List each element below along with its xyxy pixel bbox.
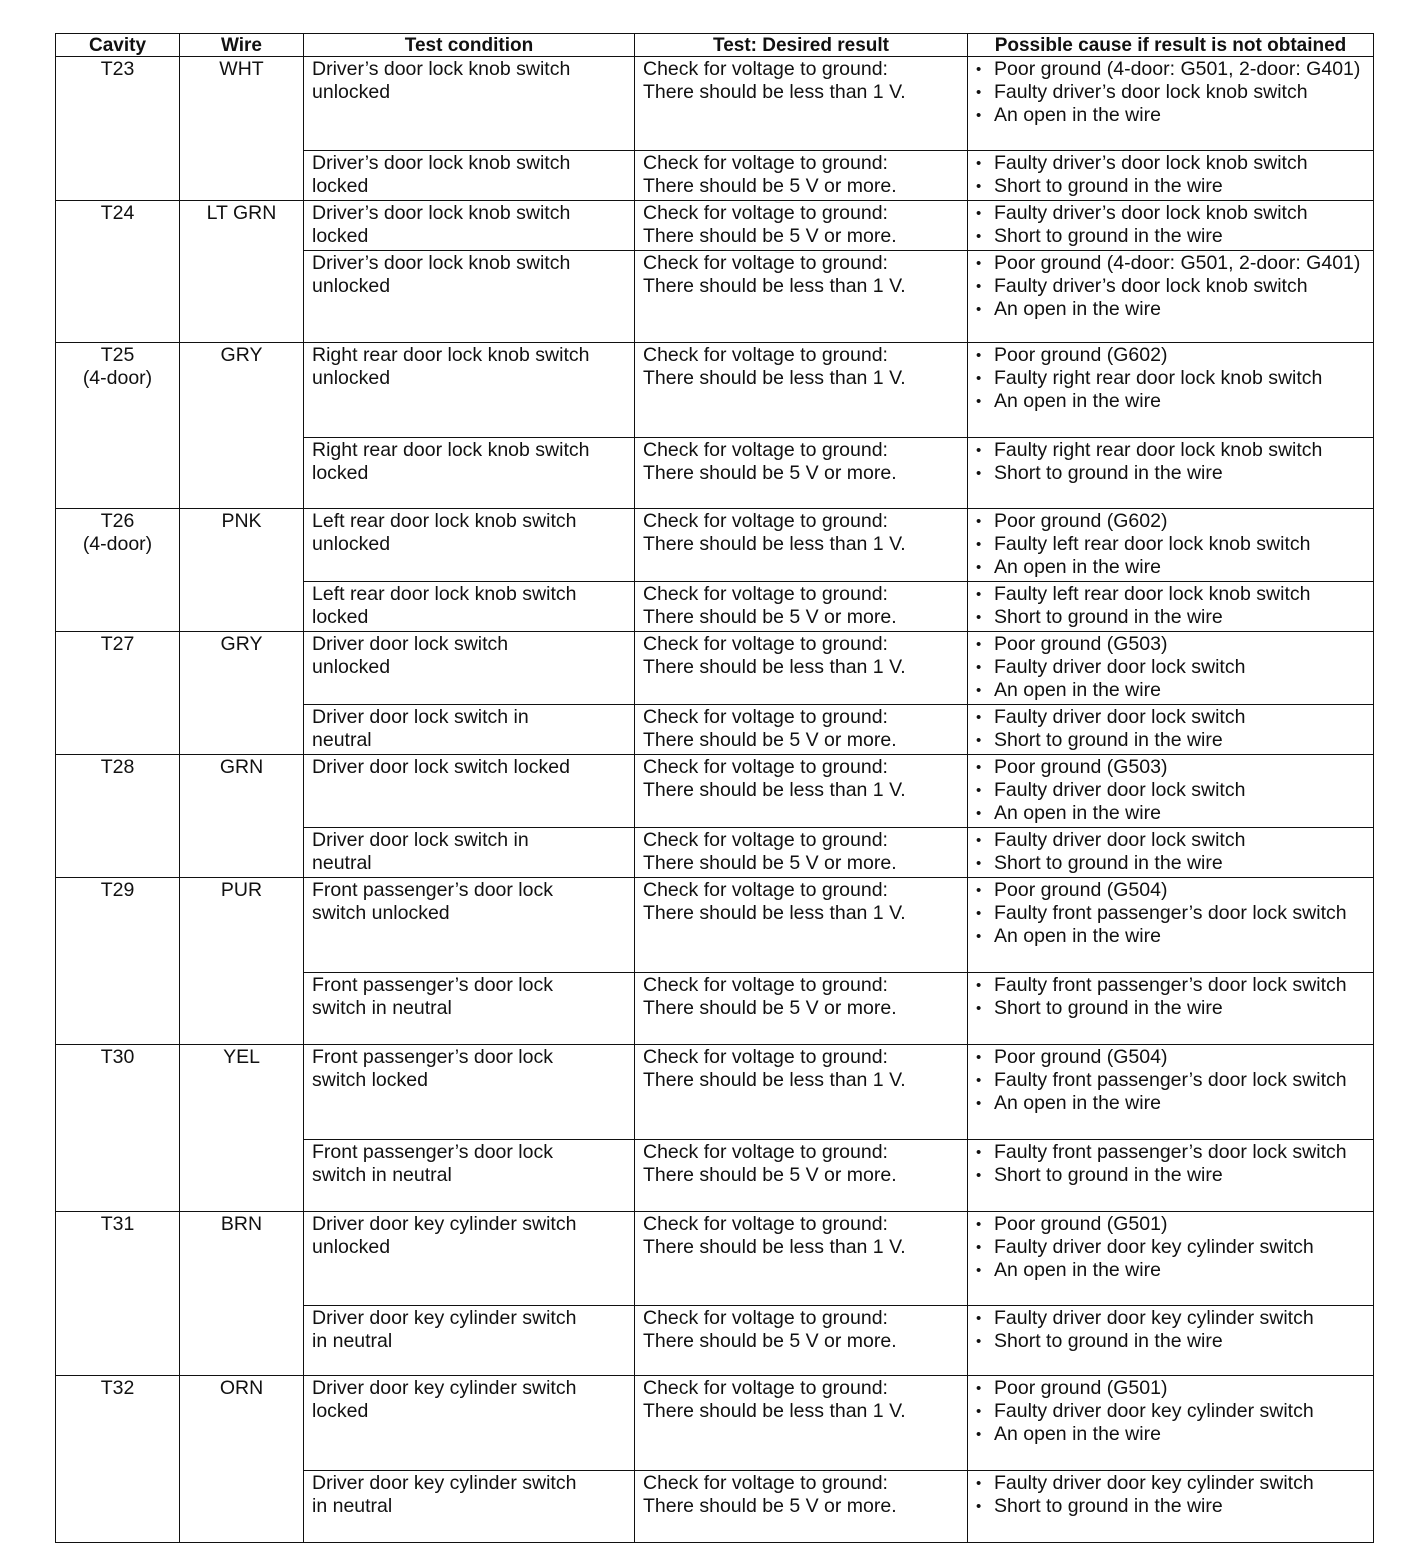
cause-item: • Poor ground (G503) [976, 633, 1365, 656]
cause-list [976, 439, 1365, 485]
test-condition-cell: Driver door key cylinder switch unlocked [304, 1212, 635, 1306]
cavity-cell: T23 [56, 57, 180, 201]
cause-item: • Faulty front passenger’s door lock switch [976, 974, 1365, 997]
cavity-cell: T25 (4-door) [56, 343, 180, 509]
diagnostic-table-container [55, 33, 1373, 1543]
cause-item: • Poor ground (G501) [976, 1213, 1365, 1236]
cause-list [976, 1213, 1365, 1282]
cause-list [976, 152, 1365, 198]
cause-item: • Short to ground in the wire [976, 225, 1365, 248]
cause-item: • Faulty driver’s door lock knob switch [976, 81, 1365, 104]
table-row [56, 509, 1374, 582]
cause-item: • Faulty driver’s door lock knob switch [976, 202, 1365, 225]
cause-item: • Faulty driver door lock switch [976, 779, 1365, 802]
cause-item: • Faulty right rear door lock knob switch [976, 367, 1365, 390]
cavity-cell: T31 [56, 1212, 180, 1376]
test-condition-cell: Driver door lock switch unlocked [304, 632, 635, 705]
cause-item: • Short to ground in the wire [976, 1330, 1365, 1353]
cause-item: • Short to ground in the wire [976, 729, 1365, 752]
possible-cause-cell [968, 632, 1374, 705]
possible-cause-cell [968, 57, 1374, 151]
cause-list [976, 583, 1365, 629]
cause-list [976, 58, 1365, 127]
cavity-cell: T32 [56, 1376, 180, 1543]
desired-result-cell: Check for voltage to ground: There should be less than 1 V. [635, 755, 968, 828]
possible-cause-cell [968, 878, 1374, 973]
possible-cause-cell [968, 1212, 1374, 1306]
cause-list [976, 510, 1365, 579]
desired-result-cell: Check for voltage to ground: There should be less than 1 V. [635, 57, 968, 151]
cause-item: • An open in the wire [976, 1423, 1365, 1446]
possible-cause-cell [968, 755, 1374, 828]
cavity-cell: T30 [56, 1045, 180, 1212]
test-condition-cell: Driver door lock switch in neutral [304, 828, 635, 878]
cause-item: • Faulty driver door key cylinder switch [976, 1307, 1365, 1330]
desired-result-cell: Check for voltage to ground: There should be 5 V or more. [635, 1140, 968, 1212]
test-condition-cell: Left rear door lock knob switch unlocked [304, 509, 635, 582]
cause-item: • Poor ground (G503) [976, 756, 1365, 779]
cause-item: • Faulty driver door lock switch [976, 656, 1365, 679]
possible-cause-cell [968, 1045, 1374, 1140]
cause-item: • An open in the wire [976, 390, 1365, 413]
cause-item: • An open in the wire [976, 1092, 1365, 1115]
cause-list [976, 252, 1365, 321]
cause-list [976, 1046, 1365, 1115]
wire-color-cell: ORN [180, 1376, 304, 1543]
wire-color-cell: PUR [180, 878, 304, 1045]
cause-list [976, 706, 1365, 752]
cause-item: • Faulty driver door lock switch [976, 706, 1365, 729]
cause-item: • Faulty front passenger’s door lock switch [976, 1069, 1365, 1092]
wire-color-cell: BRN [180, 1212, 304, 1376]
possible-cause-cell [968, 438, 1374, 509]
desired-result-cell: Check for voltage to ground: There should be less than 1 V. [635, 632, 968, 705]
test-condition-cell: Front passenger’s door lock switch unlocked [304, 878, 635, 973]
cause-item: • An open in the wire [976, 298, 1365, 321]
header-possible-cause: Possible cause if result is not obtained [968, 34, 1374, 57]
cause-item: • Poor ground (G504) [976, 879, 1365, 902]
desired-result-cell: Check for voltage to ground: There should be 5 V or more. [635, 705, 968, 755]
cavity-cell: T27 [56, 632, 180, 755]
test-condition-cell: Driver door key cylinder switch in neutral [304, 1306, 635, 1376]
cavity-cell: T28 [56, 755, 180, 878]
possible-cause-cell [968, 509, 1374, 582]
wire-color-cell: PNK [180, 509, 304, 632]
cause-item: • Faulty left rear door lock knob switch [976, 583, 1365, 606]
cause-list [976, 202, 1365, 248]
cause-item: • Faulty driver door key cylinder switch [976, 1400, 1365, 1423]
test-condition-cell: Front passenger’s door lock switch in neutral [304, 1140, 635, 1212]
cause-item: • Faulty driver’s door lock knob switch [976, 152, 1365, 175]
cause-item: • An open in the wire [976, 556, 1365, 579]
cause-item: • Faulty right rear door lock knob switch [976, 439, 1365, 462]
cause-item: • Poor ground (4-door: G501, 2-door: G401) [976, 252, 1365, 275]
test-condition-cell: Front passenger’s door lock switch locked [304, 1045, 635, 1140]
cause-item: • Faulty front passenger’s door lock switch [976, 902, 1365, 925]
cause-item: • Faulty driver door key cylinder switch [976, 1236, 1365, 1259]
cause-list [976, 756, 1365, 825]
desired-result-cell: Check for voltage to ground: There should be 5 V or more. [635, 582, 968, 632]
cause-list [976, 829, 1365, 875]
wire-color-cell: YEL [180, 1045, 304, 1212]
table-row [56, 1212, 1374, 1306]
cavity-cell: T29 [56, 878, 180, 1045]
cause-item: • Poor ground (G602) [976, 510, 1365, 533]
cause-list [976, 1141, 1365, 1187]
desired-result-cell: Check for voltage to ground: There should be 5 V or more. [635, 151, 968, 201]
desired-result-cell: Check for voltage to ground: There should be less than 1 V. [635, 509, 968, 582]
cause-list [976, 1307, 1365, 1353]
desired-result-cell: Check for voltage to ground: There should be 5 V or more. [635, 973, 968, 1045]
cause-item: • Faulty driver door lock switch [976, 829, 1365, 852]
cause-item: • Poor ground (4-door: G501, 2-door: G401) [976, 58, 1365, 81]
wire-color-cell: GRN [180, 755, 304, 878]
test-condition-cell: Driver’s door lock knob switch locked [304, 151, 635, 201]
cause-list [976, 974, 1365, 1020]
possible-cause-cell [968, 1376, 1374, 1471]
possible-cause-cell [968, 973, 1374, 1045]
possible-cause-cell [968, 1140, 1374, 1212]
table-row [56, 201, 1374, 251]
possible-cause-cell [968, 705, 1374, 755]
cause-item: • Poor ground (G504) [976, 1046, 1365, 1069]
test-condition-cell: Driver’s door lock knob switch unlocked [304, 251, 635, 343]
test-condition-cell: Right rear door lock knob switch locked [304, 438, 635, 509]
table-row [56, 1045, 1374, 1140]
cause-list [976, 1377, 1365, 1446]
possible-cause-cell [968, 1471, 1374, 1543]
wire-color-cell: GRY [180, 343, 304, 509]
header-wire: Wire [180, 34, 304, 57]
possible-cause-cell [968, 582, 1374, 632]
cause-item: • An open in the wire [976, 679, 1365, 702]
cause-item: • Short to ground in the wire [976, 1495, 1365, 1518]
test-condition-cell: Right rear door lock knob switch unlocked [304, 343, 635, 438]
cause-item: • Poor ground (G501) [976, 1377, 1365, 1400]
diagnostic-table [55, 33, 1374, 1543]
cause-item: • Short to ground in the wire [976, 997, 1365, 1020]
cause-item: • Faulty front passenger’s door lock switch [976, 1141, 1365, 1164]
wire-color-cell: GRY [180, 632, 304, 755]
cause-item: • Short to ground in the wire [976, 175, 1365, 198]
possible-cause-cell [968, 151, 1374, 201]
desired-result-cell: Check for voltage to ground: There should be less than 1 V. [635, 251, 968, 343]
test-condition-cell: Front passenger’s door lock switch in neutral [304, 973, 635, 1045]
cause-item: • An open in the wire [976, 925, 1365, 948]
possible-cause-cell [968, 201, 1374, 251]
desired-result-cell: Check for voltage to ground: There should be less than 1 V. [635, 878, 968, 973]
cause-item: • Faulty driver’s door lock knob switch [976, 275, 1365, 298]
possible-cause-cell [968, 343, 1374, 438]
cause-item: • Short to ground in the wire [976, 852, 1365, 875]
cause-item: • An open in the wire [976, 104, 1365, 127]
cause-item: • Short to ground in the wire [976, 606, 1365, 629]
header-desired-result: Test: Desired result [635, 34, 968, 57]
desired-result-cell: Check for voltage to ground: There should be less than 1 V. [635, 1045, 968, 1140]
cause-item: • Short to ground in the wire [976, 462, 1365, 485]
test-condition-cell: Driver door lock switch locked [304, 755, 635, 828]
cause-item: • Short to ground in the wire [976, 1164, 1365, 1187]
test-condition-cell: Driver door lock switch in neutral [304, 705, 635, 755]
cause-list [976, 633, 1365, 702]
cause-item: • Faulty driver door key cylinder switch [976, 1472, 1365, 1495]
desired-result-cell: Check for voltage to ground: There should be 5 V or more. [635, 438, 968, 509]
cavity-cell: T24 [56, 201, 180, 343]
cavity-cell: T26 (4-door) [56, 509, 180, 632]
possible-cause-cell [968, 828, 1374, 878]
test-condition-cell: Driver door key cylinder switch locked [304, 1376, 635, 1471]
cause-list [976, 344, 1365, 413]
header-cavity: Cavity [56, 34, 180, 57]
table-row [56, 632, 1374, 705]
test-condition-cell: Driver’s door lock knob switch unlocked [304, 57, 635, 151]
table-body [56, 57, 1374, 1543]
cause-list [976, 879, 1365, 948]
table-row [56, 343, 1374, 438]
cause-item: • Faulty left rear door lock knob switch [976, 533, 1365, 556]
table-row [56, 878, 1374, 973]
desired-result-cell: Check for voltage to ground: There should be 5 V or more. [635, 1471, 968, 1543]
cause-item: • Poor ground (G602) [976, 344, 1365, 367]
table-row [56, 1376, 1374, 1471]
desired-result-cell: Check for voltage to ground: There should be less than 1 V. [635, 343, 968, 438]
cause-item: • An open in the wire [976, 1259, 1365, 1282]
header-row [56, 34, 1374, 57]
possible-cause-cell [968, 1306, 1374, 1376]
test-condition-cell: Driver door key cylinder switch in neutral [304, 1471, 635, 1543]
test-condition-cell: Left rear door lock knob switch locked [304, 582, 635, 632]
desired-result-cell: Check for voltage to ground: There should be 5 V or more. [635, 828, 968, 878]
desired-result-cell: Check for voltage to ground: There should be less than 1 V. [635, 1212, 968, 1306]
wire-color-cell: WHT [180, 57, 304, 201]
header-test-condition: Test condition [304, 34, 635, 57]
wire-color-cell: LT GRN [180, 201, 304, 343]
possible-cause-cell [968, 251, 1374, 343]
desired-result-cell: Check for voltage to ground: There should be 5 V or more. [635, 1306, 968, 1376]
test-condition-cell: Driver’s door lock knob switch locked [304, 201, 635, 251]
desired-result-cell: Check for voltage to ground: There should be less than 1 V. [635, 1376, 968, 1471]
cause-list [976, 1472, 1365, 1518]
cause-item: • An open in the wire [976, 802, 1365, 825]
table-row [56, 57, 1374, 151]
table-row [56, 755, 1374, 828]
desired-result-cell: Check for voltage to ground: There should be 5 V or more. [635, 201, 968, 251]
